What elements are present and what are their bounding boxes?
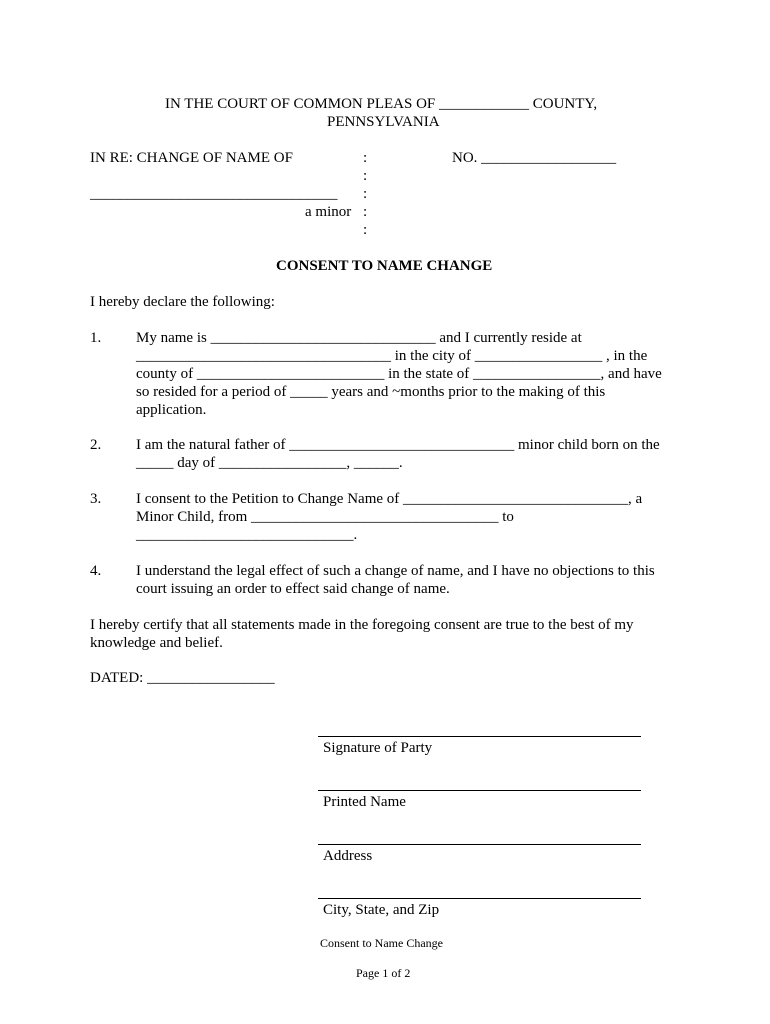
certification-text: knowledge and belief. bbox=[90, 635, 223, 651]
a-minor-label: a minor bbox=[305, 204, 352, 220]
item-1-line[interactable]: so resided for a period of _____ years and ~months prior to the making of this bbox=[136, 384, 606, 400]
caption-colon: : bbox=[363, 150, 368, 166]
printed-name-label: Printed Name bbox=[323, 794, 406, 810]
caption-colon: : bbox=[363, 186, 368, 202]
item-number: 1. bbox=[90, 330, 102, 346]
caption-colon: : bbox=[363, 204, 368, 220]
case-number-field[interactable]: NO. __________________ bbox=[452, 150, 617, 166]
signature-label: Signature of Party bbox=[323, 740, 433, 756]
item-number: 2. bbox=[90, 437, 102, 453]
item-number: 3. bbox=[90, 491, 102, 507]
city-state-zip-line[interactable] bbox=[318, 898, 641, 899]
item-1-line: application. bbox=[136, 402, 207, 418]
item-number: 4. bbox=[90, 563, 102, 579]
item-4-line: I understand the legal effect of such a change of name, and I have no objections to this bbox=[136, 563, 655, 579]
item-4-line: court issuing an order to effect said change of name. bbox=[136, 581, 450, 597]
printed-name-line[interactable] bbox=[318, 790, 641, 791]
address-line[interactable] bbox=[318, 844, 641, 845]
page-number: Page 1 of 2 bbox=[356, 966, 411, 980]
item-2-line[interactable]: I am the natural father of ______________________________ minor child born on the bbox=[136, 437, 660, 453]
in-re-label: IN RE: CHANGE OF NAME OF bbox=[90, 150, 293, 166]
dated-field[interactable]: DATED: _________________ bbox=[90, 670, 275, 686]
state-heading: PENNSYLVANIA bbox=[327, 114, 440, 130]
item-3-line[interactable]: _____________________________. bbox=[136, 527, 358, 543]
city-state-zip-label: City, State, and Zip bbox=[323, 902, 440, 918]
address-label: Address bbox=[323, 848, 373, 864]
caption-colon: : bbox=[363, 222, 368, 238]
item-1-line[interactable]: __________________________________ in the city of _________________ , in the bbox=[136, 348, 648, 364]
certification-text: I hereby certify that all statements made in the foregoing consent are true to the best of my bbox=[90, 617, 634, 633]
item-3-line[interactable]: I consent to the Petition to Change Name of ______________________________, a bbox=[136, 491, 643, 507]
item-1-line[interactable]: county of _________________________ in the state of _________________, and have bbox=[136, 366, 662, 382]
footer-document-name: Consent to Name Change bbox=[320, 936, 443, 950]
caption-colon: : bbox=[363, 168, 368, 184]
minor-name-field[interactable]: _________________________________ bbox=[90, 186, 338, 202]
intro-text: I hereby declare the following: bbox=[90, 294, 275, 310]
court-heading: IN THE COURT OF COMMON PLEAS OF ____________ COUNTY, bbox=[165, 96, 598, 112]
item-3-line[interactable]: Minor Child, from _________________________________ to bbox=[136, 509, 514, 525]
document-title: CONSENT TO NAME CHANGE bbox=[276, 258, 493, 274]
item-1-line[interactable]: My name is ______________________________ and I currently reside at bbox=[136, 330, 582, 346]
signature-line[interactable] bbox=[318, 736, 641, 737]
item-2-line[interactable]: _____ day of _________________, ______. bbox=[136, 455, 403, 471]
